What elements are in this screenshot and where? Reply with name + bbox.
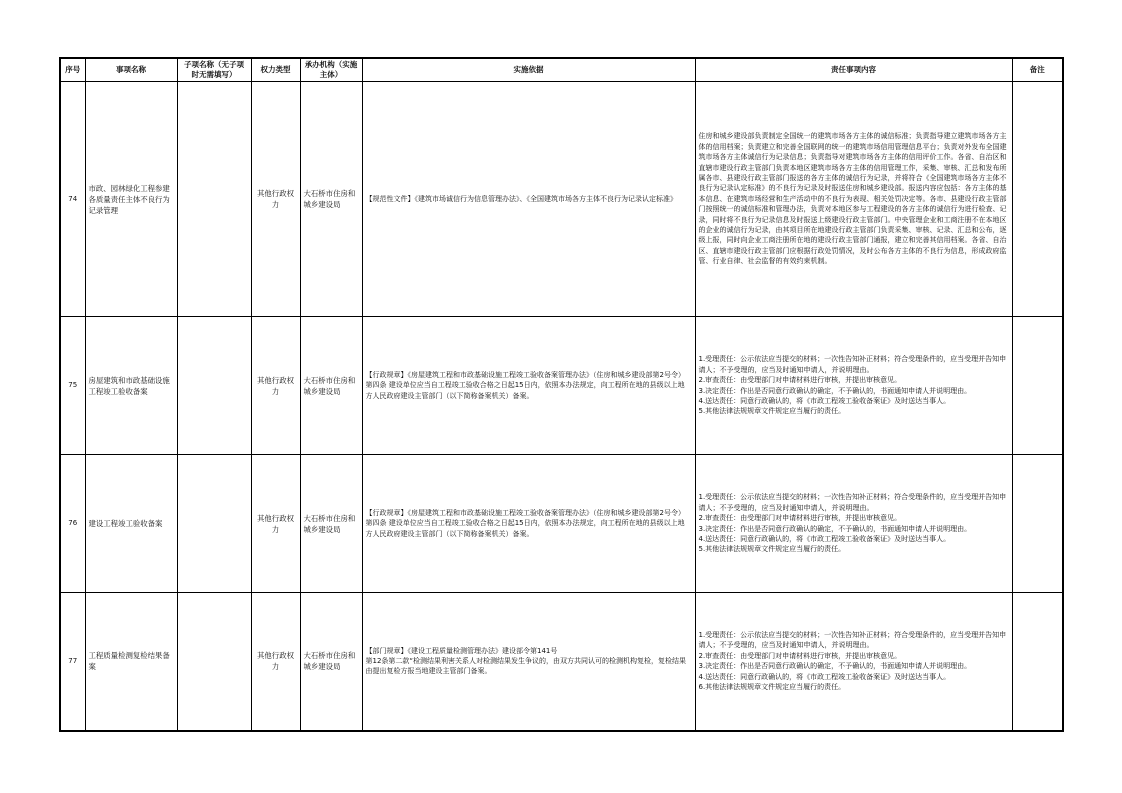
row-item-name: 建设工程竣工验收备案 — [85, 455, 177, 593]
duty-line: 2.审查责任：由受理部门对申请材料进行审核，并提出审核意见。 — [698, 651, 902, 660]
row-duty: 住房和城乡建设部负责制定全国统一的建筑市场各方主体的诚信标准；负责指导建立建筑市场各方主体的信用档案；负责建立和完善全国联网的统一的建筑市场信用管理信息平台；负责对外发布全国建筑市场各方主体诚信行为记录信息；负责指导对建筑市场各方主体的信用评价工作。各省、自治区和直辖市建设行政主管部门负责本地区建筑市场各方主体的信用管理工作，采集、审核、汇总和发布所属各市、县建设行政主管部门报送的各方主体的诚信行为记录，并将符合《全国建筑市场各方主体不良行为记录认定标准》的不良行为记录及时报送住房和城乡建设部。报送内容应包括：各方主体的基本信息、在建筑市场经营和生产活动中的不良行为表现、相关处罚决定等。各市、县建设行政主管部门按照统一的诚信标准和管理办法，负责对本地区参与工程建设的各方主体的诚信行为进行检查、记录，同时将不良行为记录信息及时报送上级建设行政主管部门。中央管理企业和工商注册不在本地区的企业的诚信行为记录，由其项目所在地建设行政主管部门负责采集、审核、记录、汇总和公布，逐级上报，同时向企业工商注册所在地的建设行政主管部门通报，建立和完善其信用档案。各省、自治区、直辖市建设行政主管部门应根据行政处罚情况，及时公布各方主体的不良行为信息，形成政府监管、行业自律、社会监督的有效约束机制。 — [695, 82, 1012, 317]
table-row — [60, 82, 1063, 317]
row-seq: 77 — [60, 593, 85, 731]
row-remark — [1012, 593, 1063, 731]
row-basis: 【规范性文件】《建筑市场诚信行为信息管理办法》、《全国建筑市场各方主体不良行为记录认定标准》 — [362, 82, 695, 317]
row-basis — [362, 593, 695, 731]
duty-line: 1.受理责任：公示依法应当提交的材料；一次性告知补正材料；符合受理条件的，应当受理并告知申请人；不予受理的，应当及时通知申请人，并说明理由。 — [698, 631, 1007, 650]
row-duty — [695, 455, 1012, 593]
row-sub-item — [177, 593, 251, 731]
duty-line: 3.决定责任：作出是否同意行政确认的确定，不予确认的，书面通知申请人并说明理由。 — [698, 524, 972, 533]
row-item-name: 工程质量检测复检结果备案 — [85, 593, 177, 731]
basis-line: 第12条第二款“检测结果利害关系人对检测结果发生争议的，由双方共同认可的检测机构复检，复检结果由提出复检方报当地建设主管部门备案。 — [365, 657, 687, 676]
duty-line: 1.受理责任：公示依法应当提交的材料；一次性告知补正材料；符合受理条件的，应当受理并告知申请人；不予受理的，应当及时通知申请人，并说明理由。 — [698, 493, 1007, 512]
row-org: 大石桥市住房和城乡建设局 — [300, 593, 362, 731]
duty-line: 4.送达责任：同意行政确认的，将《市政工程竣工验收备案证》及时送达当事人。 — [698, 396, 951, 405]
table-row — [60, 317, 1063, 455]
header-row — [60, 58, 1063, 82]
header-remark: 备注 — [1012, 58, 1063, 82]
row-remark — [1012, 82, 1063, 317]
header-sub-item: 子项名称（无子项时无需填写） — [177, 58, 251, 82]
duty-line: 2.审查责任：由受理部门对申请材料进行审核，并提出审核意见。 — [698, 514, 902, 523]
row-item-name: 房屋建筑和市政基础设施工程竣工验收备案 — [85, 317, 177, 455]
duty-line: 3.决定责任：作出是否同意行政确认的确定，不予确认的，书面通知申请人并说明理由。 — [698, 662, 972, 671]
row-org: 大石桥市住房和城乡建设局 — [300, 317, 362, 455]
header-seq: 序号 — [60, 58, 85, 82]
header-duty: 责任事项内容 — [695, 58, 1012, 82]
row-seq: 76 — [60, 455, 85, 593]
basis-line: 【部门规章】《建设工程质量检测管理办法》建设部令第141号 — [365, 646, 558, 655]
duty-line: 1.受理责任：公示依法应当提交的材料；一次性告知补正材料；符合受理条件的，应当受理并告知申请人；不予受理的，应当及时通知申请人，并说明理由。 — [698, 355, 1007, 374]
row-sub-item — [177, 82, 251, 317]
row-basis: 【行政规章】《房屋建筑工程和市政基础设施工程竣工验收备案管理办法》（住房和城乡建设部第2号令） 第四条 建设单位应当自工程竣工验收合格之日起15日内，依照本办法规定，向工程所在地的县级以上地方人民政府建设主管部门（以下简称备案机关）备案。 — [362, 317, 695, 455]
row-remark — [1012, 317, 1063, 455]
row-sub-item — [177, 317, 251, 455]
row-basis: 【行政规章】《房屋建筑工程和市政基础设施工程竣工验收备案管理办法》（住房和城乡建设部第2号令） 第四条 建设单位应当自工程竣工验收合格之日起15日内，依照本办法规定，向工程所在地的县级以上地方人民政府建设主管部门（以下简称备案机关）备案。 — [362, 455, 695, 593]
row-seq: 74 — [60, 82, 85, 317]
duty-line: 5.其他法律法规规章文件规定应当履行的责任。 — [698, 545, 846, 554]
header-item-name: 事项名称 — [85, 58, 177, 82]
row-seq: 75 — [60, 317, 85, 455]
row-power-type: 其他行政权力 — [251, 455, 300, 593]
duty-line: 6.其他法律法规规章文件规定应当履行的责任。 — [698, 683, 846, 692]
row-remark — [1012, 455, 1063, 593]
duty-line: 4.送达责任：同意行政确认的，将《市政工程竣工验收备案证》及时送达当事人。 — [698, 534, 951, 543]
row-duty — [695, 593, 1012, 731]
power-list-table — [59, 57, 1064, 732]
duty-line: 3.决定责任：作出是否同意行政确认的确定，不予确认的，书面通知申请人并说明理由。 — [698, 386, 972, 395]
table-row — [60, 455, 1063, 593]
row-duty — [695, 317, 1012, 455]
header-power-type: 权力类型 — [251, 58, 300, 82]
header-org: 承办机构（实施主体） — [300, 58, 362, 82]
row-item-name: 市政、园林绿化工程参建各质量责任主体不良行为记录管理 — [85, 82, 177, 317]
row-sub-item — [177, 455, 251, 593]
row-power-type: 其他行政权力 — [251, 317, 300, 455]
row-org: 大石桥市住房和城乡建设局 — [300, 82, 362, 317]
table-row — [60, 593, 1063, 731]
header-basis: 实施依据 — [362, 58, 695, 82]
row-power-type: 其他行政权力 — [251, 82, 300, 317]
duty-line: 4.送达责任：同意行政确认的，将《市政工程竣工验收备案证》及时送达当事人。 — [698, 672, 951, 681]
row-power-type: 其他行政权力 — [251, 593, 300, 731]
duty-line: 5.其他法律法规规章文件规定应当履行的责任。 — [698, 407, 846, 416]
duty-line: 2.审查责任：由受理部门对申请材料进行审核，并提出审核意见。 — [698, 376, 902, 385]
row-org: 大石桥市住房和城乡建设局 — [300, 455, 362, 593]
